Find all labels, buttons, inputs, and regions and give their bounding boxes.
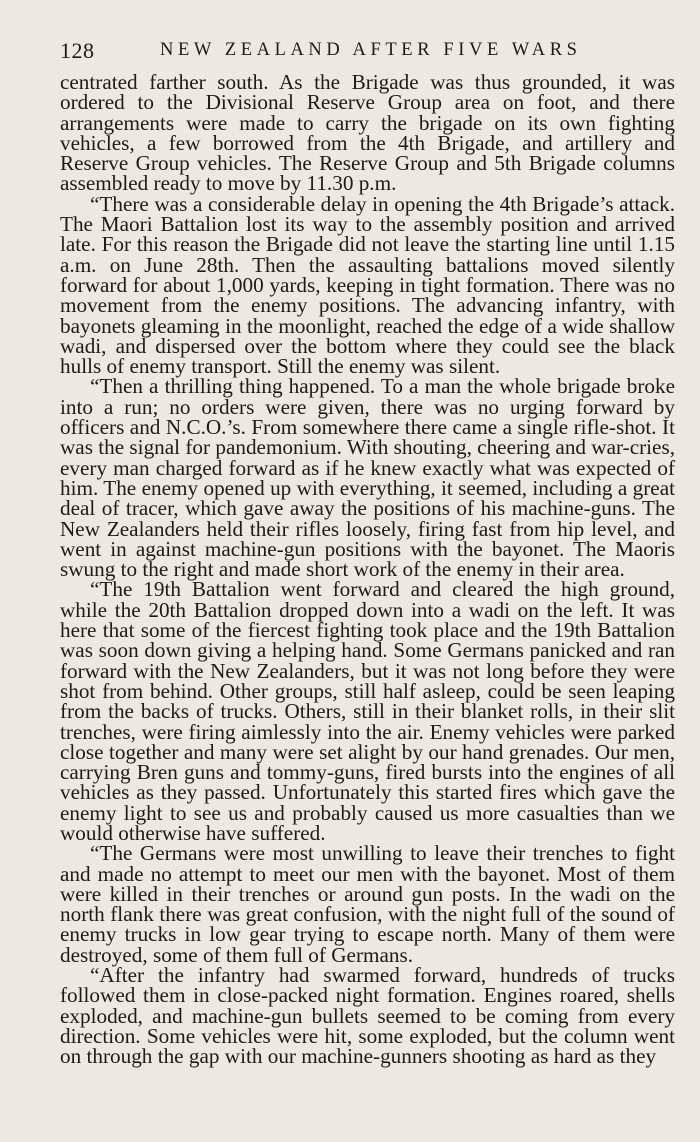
paragraph-trucks-followed: “After the infantry had swarmed forward, hundreds of trucks followed them in close-packed night formation. Engines roared, shells exploded, and machine-gun bullets seemed to be coming from every direction. Some vehicles were hit, some exploded, but the column went on through the gap with our machine-gunners shooting as hard as they xyxy=(60,963,675,1069)
paragraph-continued: centrated farther south. As the Brigade was thus grounded, it was ordered to the Divisional Reserve Group area on foot, and there arrangements were made to carry the brigade on its own fighting vehicles, a few borrowed from the 4th Brigade, and artillery and Reserve Group vehicles. The Reserve Group and 5th Brigade columns assembled ready to move by 11.30 p.m. xyxy=(60,70,675,196)
paragraph-19th-battalion: “The 19th Battalion went forward and cleared the high ground, while the 20th Battalion dropped down into a wadi on the left. It was here that some of the fiercest fighting took place and the 19th Battalion was soon down giving a helping hand. Some Germans panicked and ran forward with the New Zealanders, but it was not long before they were shot from behind. Other groups, still half asleep, could be seen leaping from the backs of trucks. Others, still in their blanket rolls, in their slit trenches, were firing aimlessly into the air. Enemy vehicles were parked close together and many were set alight by our hand grenades. Our men, carrying Bren guns and tommy-guns, fired bursts into the engines of all vehicles as they passed. Unfortunately this started fires which gave the enemy light to see us and probably caused us more casualties than we would otherwise have suffered. xyxy=(60,577,675,845)
paragraph-germans-trenches: “The Germans were most unwilling to leave their trenches to fight and made no attempt to meet our men with the bayonet. Most of them were killed in their trenches or around gun posts. In the wadi on the north flank there was great confusion, with the night full of the sound of enemy trucks in low gear trying to escape north. Many of them were destroyed, some of them full of Germans. xyxy=(60,841,675,967)
running-title: NEW ZEALAND AFTER FIVE WARS xyxy=(160,40,582,60)
paragraph-attack-delay: “There was a considerable delay in opening the 4th Brigade’s attack. The Maori Battalion lost its way to the assembly position and arrived late. For this reason the Brigade did not leave the starting line until 1.15 a.m. on June 28th. Then the assaulting battalions moved silently forward for about 1,000 yards, keeping in tight formation. There was no movement from the enemy positions. The advancing infantry, with bayonets gleaming in the moonlight, reached the edge of a wide shallow wadi, and dispersed over the bottom where they could see the black hulls of enemy transport. Still the enemy was silent. xyxy=(60,191,675,379)
page-number: 128 xyxy=(60,38,95,63)
page-header xyxy=(60,38,680,68)
paragraph-brigade-charge: “Then a thrilling thing happened. To a man the whole brigade broke into a run; no orders were given, there was no urging forward by officers and N.C.O.’s. From somewhere there came a single rifle-shot. It was the signal for pandemonium. With shouting, cheering and war-cries, every man charged forward as if he knew exactly what was expected of him. The enemy opened up with everything, it seemed, including a great deal of tracer, which gave away the positions of his machine-guns. The New Zealanders held their rifles loosely, firing fast from hip level, and went in against machine-gun positions with the bayonet. The Maoris swung to the right and made short work of the enemy in their area. xyxy=(60,374,675,582)
body-text xyxy=(60,72,675,1067)
